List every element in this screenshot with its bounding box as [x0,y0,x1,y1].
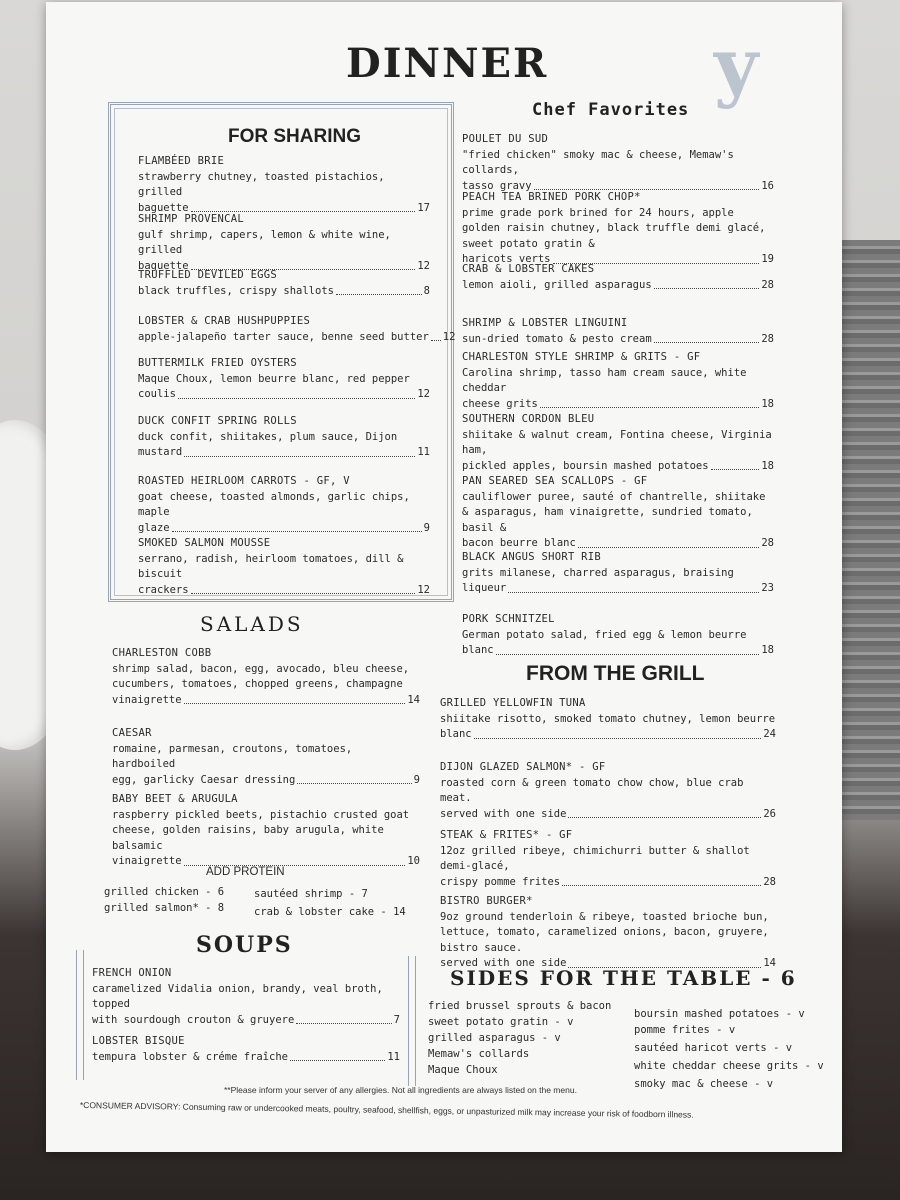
menu-item-name: SHRIMP PROVENCAL [138,213,244,225]
menu-item [138,268,430,299]
menu-item-price: 14 [407,693,420,706]
menu-item [440,696,776,743]
menu-item-description: goat cheese, toasted almonds, garlic chips, maple [138,490,410,518]
leader-dots [297,783,411,784]
side-dish: fried brussel sprouts & bacon [428,1000,612,1012]
menu-item-price: 28 [761,537,774,549]
menu-item-name: BISTRO BURGER* [440,895,533,907]
menu-item-description: prime grade pork brined for 24 hours, apple golden raisin chutney, black truffle demi glacé, sweet potato gratin & [462,206,766,250]
menu-item [462,190,774,268]
leader-dots [184,703,406,704]
leader-dots [184,456,415,457]
side-dish: Maque Choux [428,1064,498,1076]
menu-item-price: 9 [423,521,430,534]
menu-item [462,132,774,194]
menu-item-description: shiitake & walnut cream, Fontina cheese, Virginia ham, [462,428,772,456]
menu-item-description-end: crispy pomme frites [440,875,561,888]
menu-item-description: shrimp salad, bacon, egg, avocado, bleu cheese, cucumbers, tomatoes, chopped greens, champagne [112,662,410,690]
menu-item-description-end: sun-dried tomato & pesto cream [462,332,652,345]
leader-dots [191,593,416,594]
menu-item-name: TRUFFLED DEVILED EGGS [138,269,278,281]
menu-item [462,612,774,659]
leader-dots [296,1023,391,1024]
menu-item-name: LOBSTER BISQUE [92,1035,185,1047]
menu-item-description-end: vinaigrette [112,855,182,867]
menu-item-price: 28 [761,278,774,291]
menu-item-description-end: crackers [138,583,189,596]
side-dish: grilled asparagus - v [428,1032,561,1044]
leader-dots [474,738,762,739]
menu-item-name: POULET DU SUD [462,133,549,145]
menu-item-price: 12 [442,330,456,343]
leader-dots [336,294,422,295]
menu-item-name: FRENCH ONION [92,967,172,979]
menu-item-description: "fried chicken" smoky mac & cheese, Memaw's collards, [462,148,734,176]
menu-item-description: strawberry chutney, toasted pistachios, grilled [138,170,385,198]
menu-item-price: 9 [413,773,420,786]
menu-item-description: grits milanese, charred asparagus, braising [462,566,734,579]
menu-item-description-end: with sourdough crouton & gruyere [92,1013,295,1026]
menu-item [462,350,774,412]
menu-item-name: CHARLESTON STYLE SHRIMP & GRITS - GF [462,351,701,363]
menu-item-description: 12oz grilled ribeye, chimichurri butter & shallot demi-glacé, [440,844,750,872]
menu-item-description: caramelized Vidalia onion, brandy, veal broth, topped [92,982,383,1010]
from-the-grill-heading: FROM THE GRILL [526,662,705,685]
menu-item-price: 10 [407,855,420,867]
leader-dots [540,407,759,408]
menu-item [440,894,776,972]
menu-item-price: 18 [761,644,774,656]
menu-item [112,726,420,788]
leader-dots [508,592,759,593]
menu-item-price: 8 [423,284,430,297]
menu-item-description: serrano, radish, heirloom tomatoes, dill & biscuit [138,552,404,580]
protein-option: grilled chicken - 6 [104,886,225,898]
menu-item-price: 18 [761,459,774,472]
menu-item [462,316,774,347]
menu-item-description-end: black truffles, crispy shallots [138,284,334,297]
menu-item-name: PORK SCHNITZEL [462,613,555,625]
menu-item-description-end: coulis [138,388,176,400]
menu-item-name: SOUTHERN CORDON BLEU [462,413,595,425]
leader-dots [178,398,415,399]
side-dish: boursin mashed potatoes - v [634,1008,805,1020]
menu-item-description: duck confit, shiitakes, plum sauce, Dijon [138,430,398,443]
menu-item-description-end: baguette [138,201,189,214]
menu-item-name: BUTTERMILK FRIED OYSTERS [138,357,297,369]
menu-item-name: LOBSTER & CRAB HUSHPUPPIES [138,315,311,327]
menu-item [92,1034,400,1065]
salads-heading: SALADS [200,612,304,636]
menu-item [138,356,430,403]
menu-item-description-end: vinaigrette [112,693,182,706]
menu-item [462,550,774,597]
menu-item-description: raspberry pickled beets, pistachio crusted goat cheese, golden raisins, baby arugula, white balsamic [112,808,410,852]
menu-item-name: BLACK ANGUS SHORT RIB [462,551,602,563]
menu-item [462,412,774,474]
menu-item-price: 11 [417,446,430,458]
menu-item-description-end: lemon aioli, grilled asparagus [462,278,652,291]
menu-item-name: SMOKED SALMON MOUSSE [138,537,271,549]
protein-option: sautéed shrimp - 7 [254,888,368,900]
chef-favorites-heading: Chef Favorites [532,100,690,120]
menu-item [462,262,774,293]
menu-item-name: CHARLESTON COBB [112,647,212,659]
menu-item-description-end: glaze [138,521,170,534]
menu-item-description-end: mustard [138,446,183,458]
menu-item-description: cauliflower puree, sauté of chantrelle, shiitake & asparagus, ham vinaigrette, sundried tomato, basil & [462,490,766,534]
menu-item [112,792,420,870]
for-sharing-heading: FOR SHARING [228,126,361,147]
menu-item-description-end: blanc [462,644,494,656]
leader-dots [290,1060,385,1061]
leader-dots [431,340,441,341]
menu-item-description: Carolina shrimp, tasso ham cream sauce, white cheddar [462,366,747,394]
menu-item [138,212,430,274]
menu-item-description-end: liqueur [462,582,507,594]
menu-item [440,828,776,890]
menu-item-price: 18 [761,397,774,410]
menu-item-description-end: cheese grits [462,397,538,410]
leader-dots [578,547,760,548]
menu-item-description-end: haricots verts [462,253,551,265]
menu-item-price: 7 [393,1013,400,1026]
leader-dots [172,531,422,532]
menu-item [138,154,430,216]
menu-item-name: CAESAR [112,727,152,739]
menu-item-price: 26 [763,807,776,820]
menu-item-price: 28 [761,332,774,345]
menu-item-name: PAN SEARED SEA SCALLOPS - GF [462,475,648,487]
menu-item-description-end: served with one side [440,807,567,820]
soups-heading: SOUPS [196,932,293,958]
menu-item-price: 12 [417,583,430,596]
side-dish: Memaw's collards [428,1048,530,1060]
menu-item-description: 9oz ground tenderloin & ribeye, toasted brioche bun, lettuce, tomato, caramelized onions, bacon, gruyere, bistro sauce. [440,910,769,954]
menu-item-description: roasted corn & green tomato chow chow, blue crab meat. [440,776,744,804]
menu-item-name: DUCK CONFIT SPRING ROLLS [138,415,297,427]
side-dish: sweet potato gratin - v [428,1016,574,1028]
restaurant-logo: y [714,21,759,110]
menu-item-price: 28 [763,875,776,888]
menu-item-description: Maque Choux, lemon beurre blanc, red pepper [138,372,410,385]
menu-item-name: PEACH TEA BRINED PORK CHOP* [462,191,641,203]
dinner-menu [46,2,842,1152]
menu-item-price: 24 [763,728,776,740]
menu-item-description: romaine, parmesan, croutons, tomatoes, hardboiled [112,742,353,770]
menu-item-name: CRAB & LOBSTER CAKES [462,263,595,275]
leader-dots [711,469,760,470]
menu-item-price: 19 [761,253,774,265]
menu-item-description-end: egg, garlicky Caesar dressing [112,773,296,786]
menu-item-name: DIJON GLAZED SALMON* - GF [440,761,606,773]
side-dish: pomme frites - v [634,1024,736,1036]
menu-item-description-end: baguette [138,259,189,272]
menu-item [138,314,456,345]
menu-item-description-end: bacon beurre blanc [462,537,576,549]
sides-heading: SIDES FOR THE TABLE - 6 [450,966,797,990]
menu-item-price: 23 [761,582,774,594]
menu-item-price: 11 [387,1050,400,1063]
protein-option: crab & lobster cake - 14 [254,906,406,918]
leader-dots [568,817,761,818]
menu-title: DINNER [346,40,549,87]
menu-item [138,414,430,461]
menu-item [138,536,430,598]
menu-item-description-end: tempura lobster & créme fraîche [92,1050,288,1063]
leader-dots [562,885,761,886]
menu-item-name: SHRIMP & LOBSTER LINGUINI [462,317,628,329]
menu-item-description-end: tasso gravy [462,179,532,192]
menu-item-description: shiitake risotto, smoked tomato chutney, lemon beurre [440,712,776,725]
leader-dots [496,654,760,655]
menu-item [138,474,430,536]
menu-item-description: gulf shrimp, capers, lemon & white wine, grilled [138,228,391,256]
leader-dots [654,342,760,343]
menu-item-price: 12 [417,388,430,400]
menu-item [112,646,420,708]
menu-item-description-end: apple-jalapeño tarter sauce, benne seed butter [138,330,429,343]
menu-item-name: FLAMBÉED BRIE [138,155,225,167]
protein-option: grilled salmon* - 8 [104,902,225,914]
menu-item-name: STEAK & FRITES* - GF [440,829,573,841]
soups-border-right [408,956,416,1086]
side-dish: sautéed haricot verts - v [634,1042,793,1054]
menu-item-description: German potato salad, fried egg & lemon beurre [462,628,747,641]
side-dish: smoky mac & cheese - v [634,1078,774,1090]
menu-item [440,760,776,822]
menu-item-price: 16 [761,179,774,192]
menu-item-name: ROASTED HEIRLOOM CARROTS - GF, V [138,475,350,487]
allergy-note: **Please inform your server of any allergies. Not all ingredients are always listed on the menu. [224,1085,577,1095]
menu-item-description-end: blanc [440,728,472,740]
consumer-advisory: *CONSUMER ADVISORY: Consuming raw or undercooked meats, poultry, seafood, shellfish, eggs, or unpasturized milk may increase your risk of foodborn illness. [79,1100,694,1120]
soups-border-left [76,950,84,1080]
menu-item-description-end: pickled apples, boursin mashed potatoes [462,459,709,472]
menu-item-price: 12 [417,259,430,272]
menu-item-price: 17 [417,201,430,214]
menu-item-name: GRILLED YELLOWFIN TUNA [440,697,586,709]
menu-item [462,474,774,552]
menu-item-price: 14 [763,957,776,969]
menu-item-description-end: served with one side [440,957,567,969]
leader-dots [654,288,760,289]
menu-item [92,966,400,1028]
add-protein-label: ADD PROTEIN [206,866,285,878]
side-dish: white cheddar cheese grits - v [634,1060,824,1072]
menu-item-name: BABY BEET & ARUGULA [112,793,238,805]
